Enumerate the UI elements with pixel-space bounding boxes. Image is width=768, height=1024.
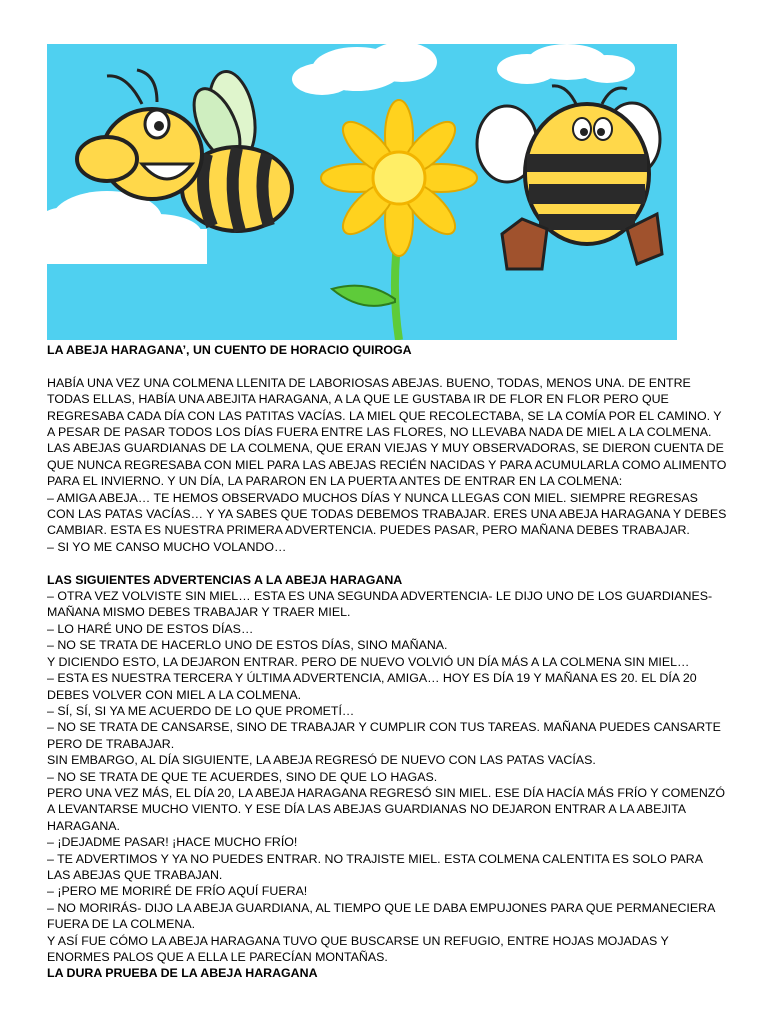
- paragraph: – NO SE TRATA DE QUE TE ACUERDES, SINO DE QUE LO HAGAS.: [47, 769, 438, 784]
- paragraph: Y DICIENDO ESTO, LA DEJARON ENTRAR. PERO DE NUEVO VOLVIÓ UN DÍA MÁS A LA COLMENA SIN MIEL…: [47, 654, 690, 669]
- paragraph: – OTRA VEZ VOLVISTE SIN MIEL… ESTA ES UNA SEGUNDA ADVERTENCIA- LE DIJO UNO DE LOS GUARDIANES- MAÑANA MISMO DEBES TRABAJAR Y TRAER MIEL.: [47, 589, 713, 620]
- paragraph: – NO SE TRATA DE CANSARSE, SINO DE TRABAJAR Y CUMPLIR CON TUS TAREAS. MAÑANA PUEDES CANSARTE PERO DE TRABAJAR.: [47, 720, 721, 751]
- paragraph: – AMIGA ABEJA… TE HEMOS OBSERVADO MUCHOS DÍAS Y NUNCA LLEGAS CON MIEL. SIEMPRE REGRESAS CON LAS PATAS VACÍAS… Y YA SABES QUE TODAS DEBEMOS TRABAJAR. ERES UNA ABEJA HARAGANA Y DEBES CAMBIAR. ESTA ES NUESTRA PRIMERA ADVERTENCIA. PUEDES PASAR, PERO MAÑANA DEBES TRABAJAR.: [47, 490, 727, 538]
- paragraph: – ¡PERO ME MORIRÉ DE FRÍO AQUÍ FUERA!: [47, 884, 308, 899]
- paragraph: – NO SE TRATA DE HACERLO UNO DE ESTOS DÍAS, SINO MAÑANA.: [47, 638, 448, 653]
- paragraph: – ¡DEJADME PASAR! ¡HACE MUCHO FRÍO!: [47, 835, 298, 850]
- final-heading: LA DURA PRUEBA DE LA ABEJA HARAGANA: [47, 966, 318, 981]
- paragraph: PERO UNA VEZ MÁS, EL DÍA 20, LA ABEJA HARAGANA REGRESÓ SIN MIEL. ESE DÍA HACÍA MÁS FRÍO Y COMENZÓ A LEVANTARSE MUCHO VIENTO. Y ESE DÍA LAS ABEJAS GUARDIANAS NO DEJARON ENTRAR A LA ABEJITA HARAGANA.: [47, 785, 726, 833]
- paragraph: – LO HARÉ UNO DE ESTOS DÍAS…: [47, 621, 254, 636]
- paragraph: – ESTA ES NUESTRA TERCERA Y ÚLTIMA ADVERTENCIA, AMIGA… HOY ES DÍA 19 Y MAÑANA ES 20. EL DÍA 20 DEBES VOLVER CON MIEL A LA COLMENA.: [47, 671, 697, 702]
- paragraph: SIN EMBARGO, AL DÍA SIGUIENTE, LA ABEJA REGRESÓ DE NUEVO CON LAS PATAS VACÍAS.: [47, 753, 596, 768]
- story-title: LA ABEJA HARAGANA’, UN CUENTO DE HORACIO QUIROGA: [47, 343, 412, 357]
- paragraph: – NO MORIRÁS- DIJO LA ABEJA GUARDIANA, AL TIEMPO QUE LE DABA EMPUJONES PARA QUE PERMANECIERA FUERA DE LA COLMENA.: [47, 900, 715, 932]
- paragraph: – SÍ, SÍ, SI YA ME ACUERDO DE LO QUE PROMETÍ…: [47, 703, 355, 718]
- story-text: [47, 342, 727, 982]
- spacer: [47, 358, 727, 374]
- paragraph: – SI YO ME CANSO MUCHO VOLANDO…: [47, 539, 287, 554]
- worker-bee-icon: [477, 86, 662, 269]
- spacer: [47, 555, 727, 571]
- paragraph: LAS ABEJAS GUARDIANAS DE LA COLMENA, QUE ERAN VIEJAS Y MUY OBSERVADORAS, SE DIERON CUENTA DE QUE NUNCA REGRESABA CON MIEL PARA LAS ABEJAS RECIÉN NACIDAS Y PARA ACUMULARLA COMO ALIMENTO PARA EL INVIERNO. Y UN DÍA, LA PARARON EN LA PUERTA ANTES DE ENTRAR EN LA COLMENA:: [47, 441, 727, 489]
- section-heading: LAS SIGUIENTES ADVERTENCIAS A LA ABEJA HARAGANA: [47, 572, 403, 587]
- story-illustration: [47, 44, 677, 340]
- paragraph: – TE ADVERTIMOS Y YA NO PUEDES ENTRAR. NO TRAJISTE MIEL. ESTA COLMENA CALENTITA ES SOLO PARA LAS ABEJAS QUE TRABAJAN.: [47, 851, 703, 882]
- paragraph: Y ASÍ FUE CÓMO LA ABEJA HARAGANA TUVO QUE BUSCARSE UN REFUGIO, ENTRE HOJAS MOJADAS Y ENORMES PALOS QUE A ELLA LE PARECÍAN MONTAÑAS.: [47, 933, 669, 964]
- paragraph: HABÍA UNA VEZ UNA COLMENA LLENITA DE LABORIOSAS ABEJAS. BUENO, TODAS, MENOS UNA. DE ENTRE TODAS ELLAS, HABÍA UNA ABEJITA HARAGANA, A LA QUE LE GUSTABA IR DE FLOR EN FLOR PERO QUE REGRESABA CADA DÍA CON LAS PATITAS VACÍAS. LA MIEL QUE RECOLECTABA, SE LA COMÍA POR EL CAMINO. Y A PESAR DE PASAR TODOS LOS DÍAS FUERA ENTRE LAS FLORES, NO LLEVABA NADA DE MIEL A LA COLMENA.: [47, 375, 722, 440]
